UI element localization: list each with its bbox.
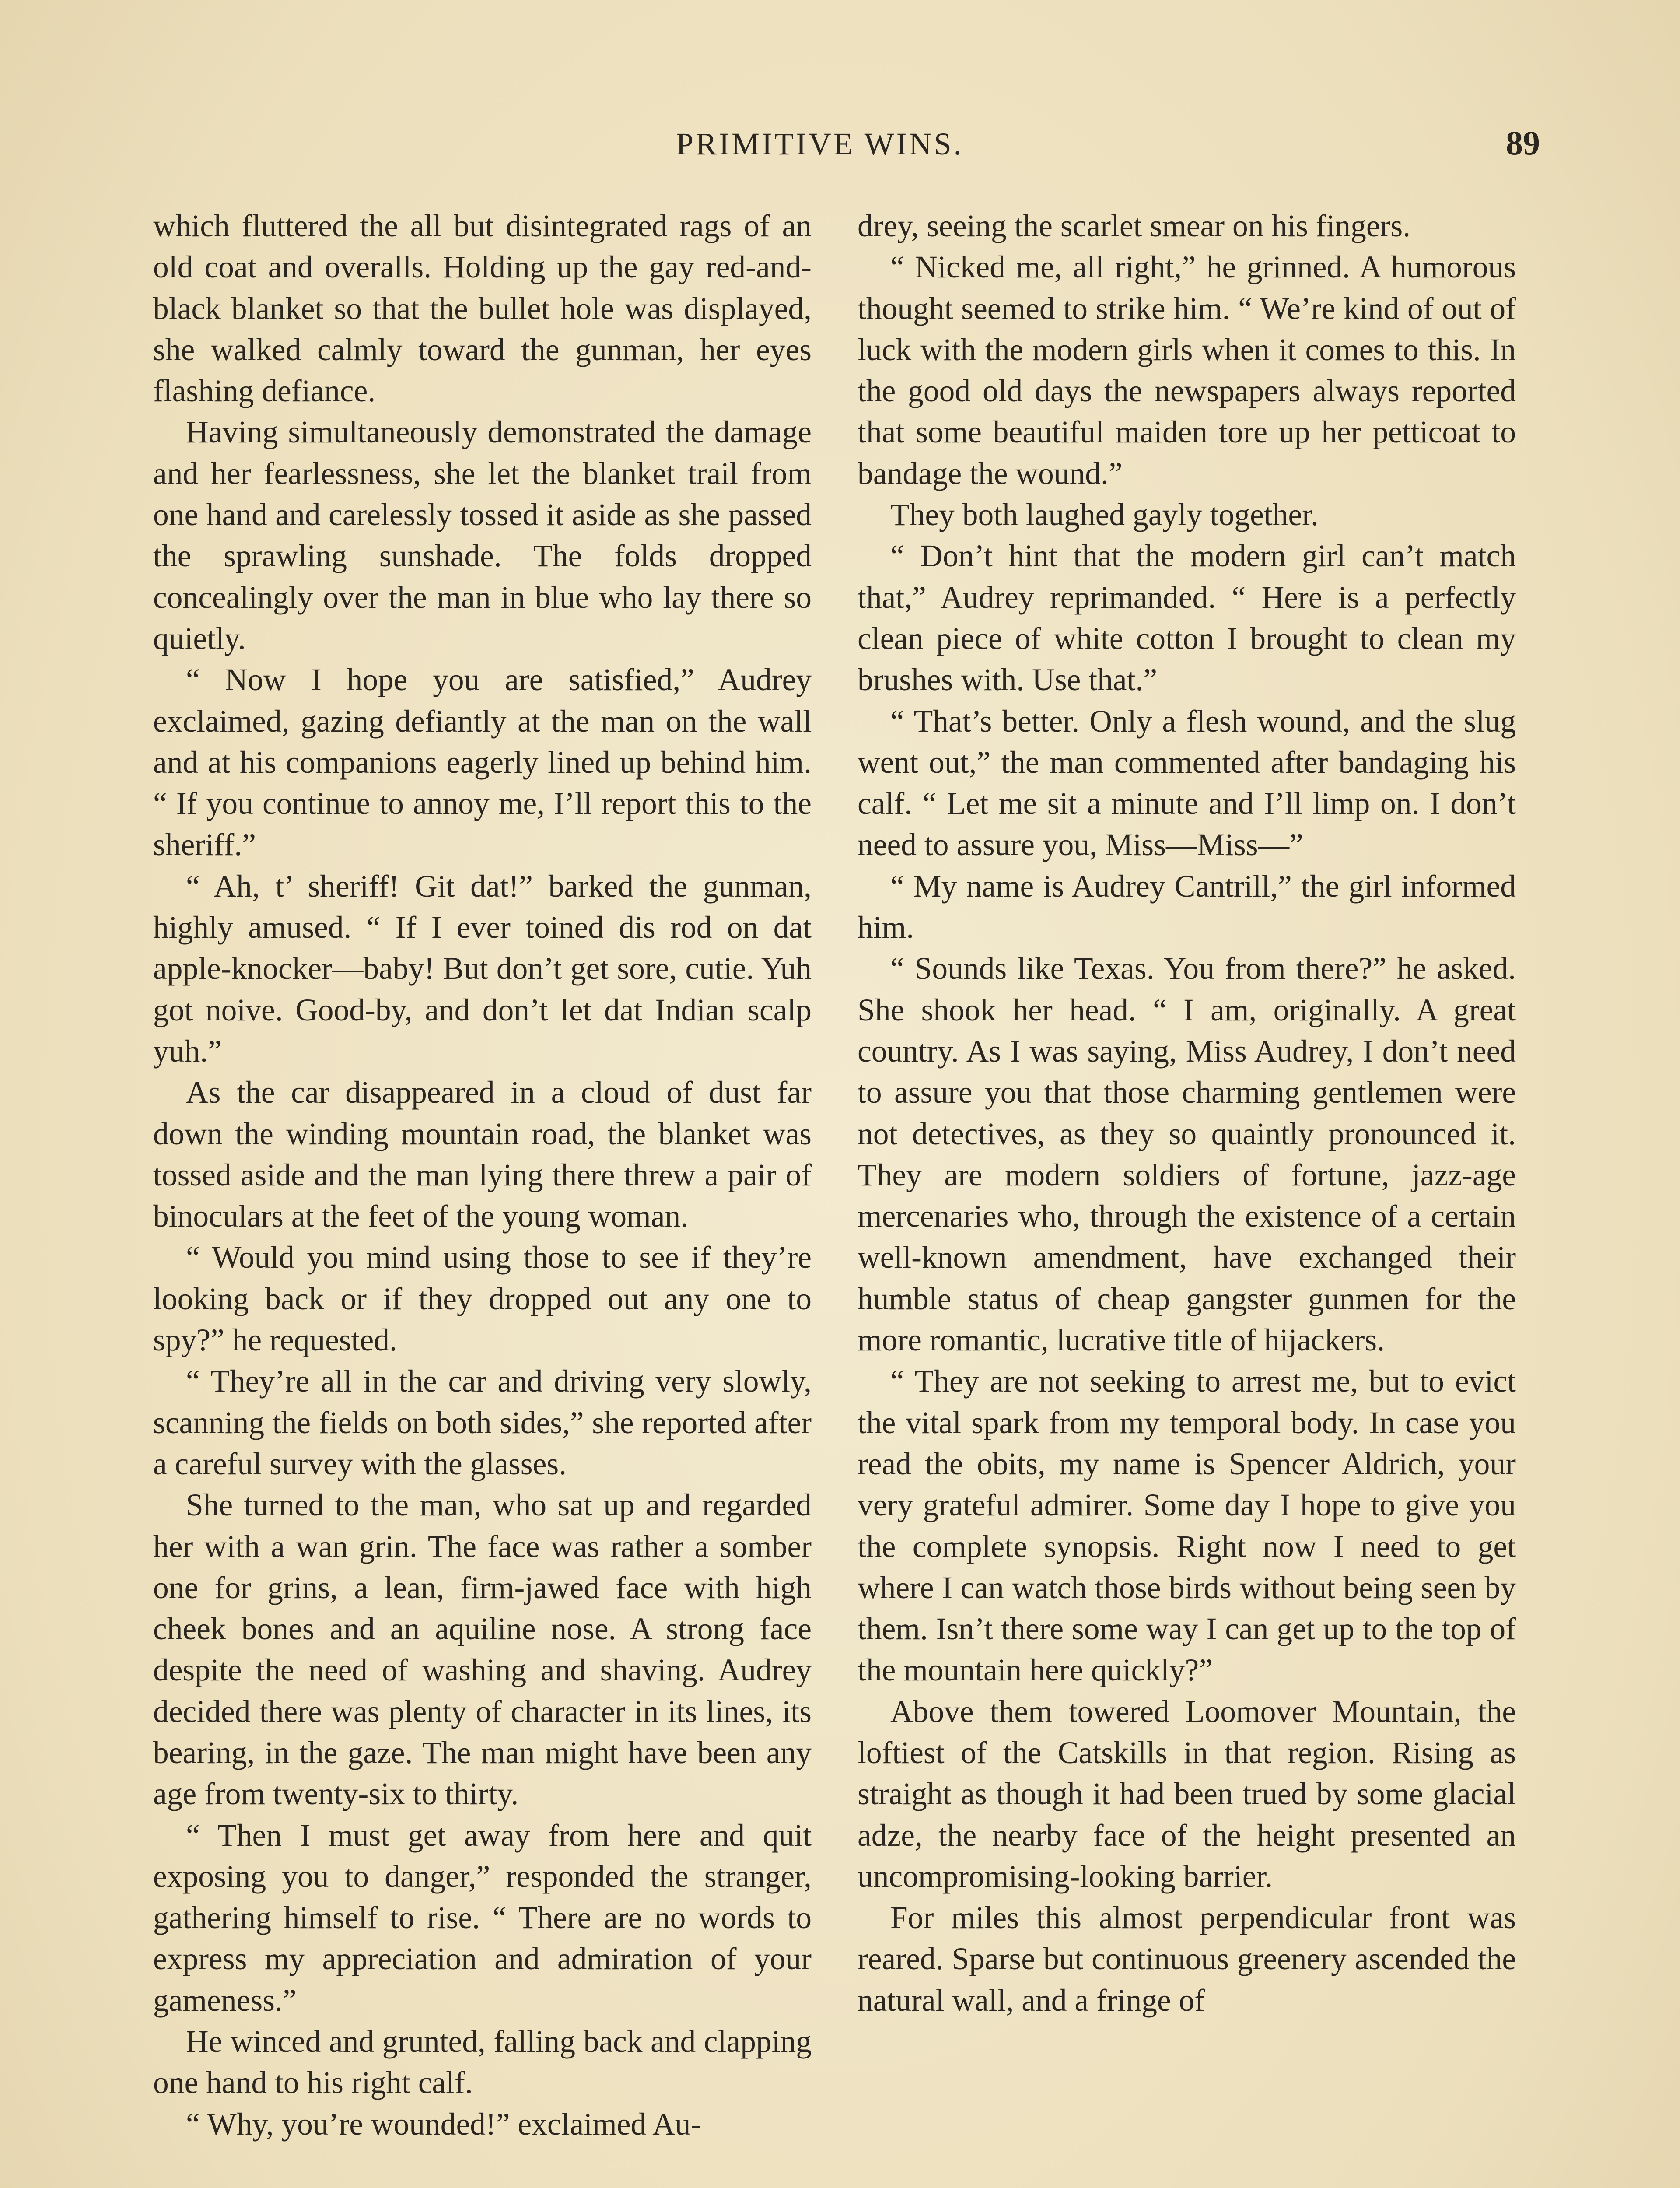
paragraph: She turned to the man, who sat up and regarded her with a wan grin. The face was rather a somber one for grins, a lean, firm-jawed face with high cheek bones and an aquiline nose. A strong face despite the need of washing and shaving. Audrey decided there was plenty of character in its lines, its bearing, in the gaze. The man might have been any age from twenty-six to thirty. [153, 1488, 812, 1812]
page-number: 89 [1506, 124, 1540, 162]
paragraph: “ Nicked me, all right,” he grinned. A humorous thought seemed to strike him. “ We’re kind of out of luck with the modern girls when it comes to this. In the good old days the newspapers always reported that some beautiful maiden tore up her petticoat to bandage the wound.” [858, 250, 1516, 491]
paragraph: which fluttered the all but disintegrated rags of an old coat and overalls. Holding up the gay red-and-black blanket so that the bullet hole was displayed, she walked calmly toward the gunman, her eyes flashing defiance. [153, 209, 812, 409]
running-head: PRIMITIVE WINS. [676, 126, 964, 161]
right-text-column [858, 206, 1516, 2021]
paragraph: “ They’re all in the car and driving very slowly, scanning the fields on both sides,” she reported after a careful survey with the glasses. [153, 1364, 812, 1481]
paragraph: “ They are not seeking to arrest me, but to evict the vital spark from my temporal body. In case you read the obits, my name is Spencer Aldrich, your very grateful admirer. Some day I hope to give you the complete synopsis. Right now I need to get where I can watch those birds without being seen by them. Isn’t there some way I can get up to the top of the mountain here quickly?” [858, 1364, 1516, 1688]
left-text-column [153, 206, 812, 2145]
paragraph: drey, seeing the scarlet smear on his fingers. [858, 209, 1411, 243]
paragraph: “ That’s better. Only a flesh wound, and the slug went out,” the man commented after bandaging his calf. “ Let me sit a minute and I’ll limp on. I don’t need to assure you, Miss—Miss—” [858, 704, 1516, 863]
paragraph: “ Then I must get away from here and quit exposing you to danger,” responded the stranger, gathering himself to rise. “ There are no words to express my appreciation and admiration of your gameness.” [153, 1818, 812, 2018]
paragraph: He winced and grunted, falling back and clapping one hand to his right calf. [153, 2024, 812, 2100]
paragraph: “ Now I hope you are satisfied,” Audrey exclaimed, gazing defiantly at the man on the wall and at his companions eagerly lined up behind him. “ If you continue to annoy me, I’ll report this to the sheriff.” [153, 663, 812, 863]
paragraph: “ Don’t hint that the modern girl can’t match that,” Audrey reprimanded. “ Here is a perfectly clean piece of white cotton I brought to clean my brushes with. Use that.” [858, 539, 1516, 698]
paragraph: “ Would you mind using those to see if they’re looking back or if they dropped out any one to spy?” he requested. [153, 1240, 812, 1358]
paragraph: “ Ah, t’ sheriff! Git dat!” barked the gunman, highly amused. “ If I ever toined dis rod on dat apple-knocker—baby! But don’t get sore, cutie. Yuh got noive. Good-by, and don’t let dat Indian scalp yuh.” [153, 869, 812, 1069]
paragraph: Having simultaneously demonstrated the damage and her fearlessness, she let the blanket trail from one hand and carelessly tossed it aside as she passed the sprawling sunshade. The folds dropped concealingly over the man in blue who lay there so quietly. [153, 415, 812, 656]
paragraph: For miles this almost perpendicular front was reared. Sparse but continuous greenery ascended the natural wall, and a fringe of [858, 1900, 1516, 2018]
paragraph: Above them towered Loomover Mountain, the loftiest of the Catskills in that region. Rising as straight as though it had been trued by some glacial adze, the nearby face of the height presented an uncompromising-looking barrier. [858, 1694, 1516, 1894]
paragraph: As the car disappeared in a cloud of dust far down the winding mountain road, the blanket was tossed aside and the man lying there threw a pair of binoculars at the feet of the young woman. [153, 1075, 812, 1234]
paragraph: “ Why, you’re wounded!” exclaimed Au- [186, 2107, 701, 2142]
paragraph: “ My name is Audrey Cantrill,” the girl informed him. [858, 869, 1516, 945]
paragraph: They both laughed gayly together. [890, 498, 1319, 533]
paragraph: “ Sounds like Texas. You from there?” he asked. She shook her head. “ I am, originally. A great country. As I was saying, Miss Audrey, I don’t need to assure you that those charming gentlemen were not detectives, as they so quaintly pronounced it. They are modern soldiers of fortune, jazz-age mercenaries who, through the existence of a certain well-known amendment, have exchanged their humble status of cheap gangster gunmen for the more romantic, lucrative title of hijackers. [858, 951, 1516, 1358]
